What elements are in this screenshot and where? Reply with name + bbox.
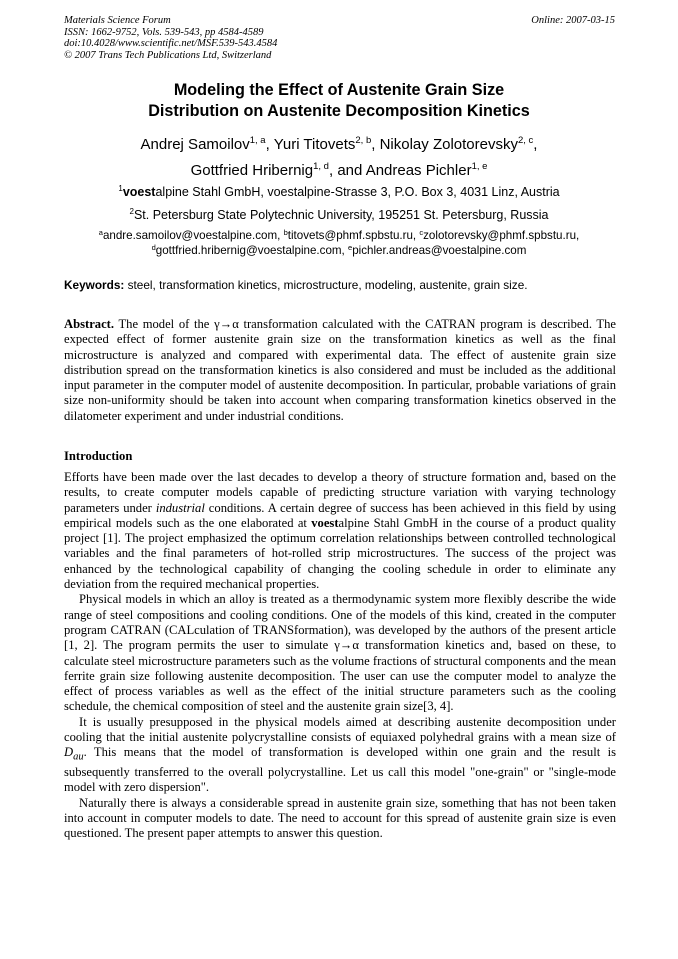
author-list — [40, 132, 638, 184]
variable-text: D — [64, 745, 74, 760]
paragraph-text: . This means that the model of transformation is developed within one grain and the result is subsequently transferred to the overall polycrystalline. Let us call this model "one-grain" or "single-mode model with zero dispersion". — [64, 745, 616, 795]
abstract-label: Abstract. — [64, 317, 115, 331]
variable-subscript: au — [73, 751, 84, 763]
affiliation-text: alpine Stahl GmbH, voestalpine-Strasse 3, P.O. Box 3, 4031 Linz, Austria — [155, 185, 560, 199]
paragraph: Physical models in which an alloy is treated as a thermodynamic system more flexibly describe the wide range of steel compositions and cooling conditions. One of the models of this kind, created in the computer program CATRAN (CALculation of TRANSformation), was developed by the authors of the present article [1, 2]. The program permits the user to simulate γ→α transformation kinetics and, based on these, to calculate steel microstructure parameters such as the volume fractions of structural components and the mean ferrite grain size following austenite decomposition. The user can use the computer model to analyze the effect of process variables as well as the effect of the initial structure parameters such as the cooling schedule, the chemical composition of steel and the austenite grain size[3, 4]. — [64, 592, 616, 714]
author-name: Andreas Pichler — [365, 162, 472, 179]
online-date: Online: 2007-03-15 — [531, 15, 615, 26]
email-d: gottfried.hribernig@voestalpine.com, — [155, 244, 345, 257]
paragraph — [64, 470, 616, 592]
affiliation-mark: 2 — [129, 207, 134, 216]
copyright-line: © 2007 Trans Tech Publications Ltd, Switzerland — [64, 49, 272, 61]
email-list — [40, 228, 638, 258]
author-affiliation-mark: 1, d — [313, 161, 329, 172]
paper-title — [40, 80, 638, 122]
email-mark: c — [419, 228, 424, 237]
affiliation-bold-part: voest — [122, 185, 156, 199]
email-mark: d — [151, 243, 156, 252]
author-separator: , — [533, 136, 538, 153]
affiliation-mark: 1 — [118, 184, 123, 193]
affiliation-1 — [40, 184, 638, 200]
author-separator: , and — [328, 162, 366, 179]
introduction-body — [64, 470, 616, 842]
author-affiliation-mark: 2, b — [355, 135, 372, 146]
affiliation-text: St. Petersburg State Polytechnic University, 195251 St. Petersburg, Russia — [133, 208, 549, 222]
paragraph-text: It is usually presupposed in the physical models aimed at describing austenite decomposition under cooling that the initial austenite polycrystalline consists of equiaxed polyhedral grains with a mean size of — [64, 714, 616, 745]
title-line-1: Modeling the Effect of Austenite Grain Size — [173, 81, 505, 99]
doi-line: doi:10.4028/www.scientific.net/MSF.539-543.4584 — [64, 38, 278, 50]
author-affiliation-mark: 1, a — [249, 135, 266, 146]
author-affiliation-mark: 1, e — [471, 161, 488, 172]
keywords — [64, 278, 616, 293]
italic-text: industrial — [155, 500, 205, 515]
paragraph-text: alpine Stahl GmbH in the course of a product quality project [1]. The project emphasized the optimum correlation relationships between controlled technological variables and the final parameters of hot-rolled strip microstructures. The success of the project was enhanced by the technological capability of changing the cooling schedule in order to eliminate any deviation from the required mechanical properties. — [64, 515, 616, 592]
author-separator: , — [265, 136, 274, 153]
email-mark: a — [98, 228, 103, 237]
email-e: pichler.andreas@voestalpine.com — [352, 244, 527, 257]
title-line-2: Distribution on Austenite Decomposition Kinetics — [148, 102, 530, 120]
keywords-text: steel, transformation kinetics, microstructure, modeling, austenite, grain size. — [124, 278, 528, 292]
paragraph: Naturally there is always a considerable spread in austenite grain size, something that has not been taken into account in computer models to date. The need to account for this spread of austenite grain size is even questioned. The present paper attempts to answer this question. — [64, 795, 616, 841]
author-name: Yuri Titovets — [273, 136, 356, 153]
paragraph — [64, 715, 616, 796]
author-name: Andrej Samoilov — [140, 136, 250, 153]
email-b: titovets@phmf.spbstu.ru, — [287, 229, 417, 242]
author-name: Gottfried Hribernig — [190, 162, 314, 179]
affiliation-2 — [40, 207, 638, 223]
abstract-text: The model of the γ→α transformation calculated with the CATRAN program is described. The expected effect of former austenite grain size on the transformation kinetics as well as the final microstructure is analyzed and compared with experimental data. The effect of austenite grain size distribution spread on the transformation kinetics is also considered and must be included as the additional input parameter in the computer model of austenite decomposition. In particular, probable variations of grain size non-uniformity should be taken into account when comparing transformation kinetics observed in the dilatometer experiment and under industrial conditions. — [64, 317, 616, 423]
author-name: Nikolay Zolotorevsky — [379, 136, 518, 153]
bold-text: voest — [311, 515, 339, 530]
author-affiliation-mark: 2, c — [517, 135, 534, 146]
issn-line: ISSN: 1662-9752, Vols. 539-543, pp 4584-4589 — [64, 26, 264, 38]
journal-name: Materials Science Forum — [64, 15, 171, 26]
email-a: andre.samoilov@voestalpine.com, — [102, 229, 281, 242]
author-separator: , — [371, 136, 380, 153]
email-mark: b — [283, 228, 288, 237]
keywords-label: Keywords: — [64, 278, 125, 292]
section-heading-introduction: Introduction — [64, 449, 133, 463]
email-c: zolotorevsky@phmf.spbstu.ru, — [423, 229, 580, 242]
email-mark: e — [348, 243, 353, 252]
journal-header — [64, 15, 277, 61]
abstract — [64, 317, 616, 424]
paragraph-text: Efforts have been made over the last decades to develop a theory of structure formation and, based on the results, to create computer models capable of predicting structure variation with varying technology parameters under — [64, 470, 616, 515]
paragraph-text: conditions. A certain degree of success has been achieved in this field by using empirical models such as the one elaborated at — [64, 500, 616, 530]
